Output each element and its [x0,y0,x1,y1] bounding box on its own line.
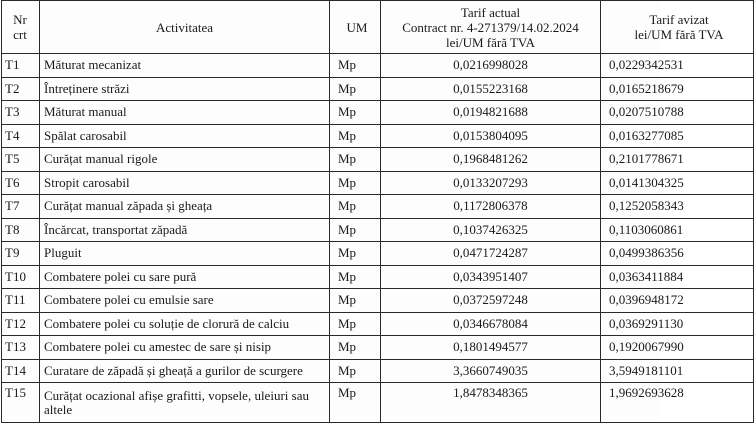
cell-um: Mp [330,336,381,360]
header-nr-line1: Nr [13,12,27,27]
cell-tarif-actual: 0,1968481262 [381,148,601,172]
cell-nr: T8 [2,218,40,242]
table-row [2,336,754,360]
table-body [2,54,754,423]
table-row [2,124,754,148]
cell-activitate: Spălat carosabil [40,124,330,148]
cell-nr: T14 [2,359,40,383]
cell-tarif-avizat: 0,0207510788 [601,101,754,125]
cell-tarif-actual: 0,0153804095 [381,124,601,148]
cell-um: Mp [330,171,381,195]
cell-nr: T3 [2,101,40,125]
cell-um: Mp [330,218,381,242]
cell-nr: T5 [2,148,40,172]
tariff-table [1,0,754,423]
cell-tarif-avizat: 0,0141304325 [601,171,754,195]
header-tarif-avizat-line2: lei/UM fără TVA [634,27,724,42]
cell-um: Mp [330,289,381,313]
cell-nr: T11 [2,289,40,313]
cell-activitate: Curatare de zăpadă și gheață a gurilor de scurgere [40,359,330,383]
cell-tarif-actual: 0,1037426325 [381,218,601,242]
cell-um: Mp [330,265,381,289]
header-tarif-avizat-line1: Tarif avizat [649,12,709,27]
cell-activitate: Curățat manual rigole [40,148,330,172]
cell-activitate: Încărcat, transportat zăpadă [40,218,330,242]
cell-tarif-actual: 0,0216998028 [381,54,601,78]
cell-tarif-actual: 1,8478348365 [381,383,601,423]
header-um: UM [330,1,381,54]
cell-tarif-avizat: 0,1920067990 [601,336,754,360]
cell-tarif-avizat: 0,0163277085 [601,124,754,148]
cell-tarif-actual: 0,0155223168 [381,77,601,101]
cell-tarif-actual: 0,1172806378 [381,195,601,219]
cell-um: Mp [330,54,381,78]
table-row [2,218,754,242]
cell-tarif-avizat: 0,0229342531 [601,54,754,78]
cell-um: Mp [330,148,381,172]
cell-activitate: Stropit carosabil [40,171,330,195]
cell-um: Mp [330,77,381,101]
cell-tarif-avizat: 3,5949181101 [601,359,754,383]
header-nr-line2: crt [13,27,27,42]
cell-nr: T12 [2,312,40,336]
table-row [2,54,754,78]
cell-tarif-avizat: 0,0499386356 [601,242,754,266]
cell-nr: T10 [2,265,40,289]
cell-tarif-avizat: 0,2101778671 [601,148,754,172]
table-row [2,289,754,313]
cell-tarif-actual: 0,0471724287 [381,242,601,266]
cell-activitate: Combatere polei cu emulsie sare [40,289,330,313]
cell-nr: T9 [2,242,40,266]
header-activitatea: Activitatea [40,1,330,54]
cell-um: Mp [330,242,381,266]
header-tarif-actual-line1: Tarif actual [460,4,521,20]
cell-tarif-actual: 0,0343951407 [381,265,601,289]
cell-um: Mp [330,195,381,219]
cell-tarif-actual: 0,0372597248 [381,289,601,313]
table-row [2,148,754,172]
cell-tarif-avizat: 0,1103060861 [601,218,754,242]
header-tarif-actual-line2: Contract nr. 4-271379/14.02.2024 [402,19,579,35]
header-nr-crt [2,1,40,54]
cell-nr: T13 [2,336,40,360]
header-tarif-actual-line3: lei/UM fără TVA [445,34,536,50]
table-row [2,171,754,195]
cell-tarif-avizat: 0,0396948172 [601,289,754,313]
table-row [2,265,754,289]
cell-um: Mp [330,124,381,148]
table-row [2,359,754,383]
cell-nr: T2 [2,77,40,101]
table-row [2,101,754,125]
cell-tarif-avizat: 1,9692693628 [601,383,754,423]
cell-tarif-avizat: 0,0369291130 [601,312,754,336]
cell-tarif-avizat: 0,0165218679 [601,77,754,101]
cell-um: Mp [330,359,381,383]
table-header-row [2,1,754,54]
cell-activitate: Combatere polei cu sare pură [40,265,330,289]
header-tarif-avizat [601,1,754,54]
cell-tarif-avizat: 0,0363411884 [601,265,754,289]
table-row [2,195,754,219]
cell-tarif-actual: 0,0133207293 [381,171,601,195]
cell-nr: T6 [2,171,40,195]
table-row [2,383,754,423]
cell-tarif-avizat: 0,1252058343 [601,195,754,219]
cell-nr: T7 [2,195,40,219]
cell-tarif-actual: 3,3660749035 [381,359,601,383]
cell-tarif-actual: 0,0194821688 [381,101,601,125]
cell-activitate: Combatere polei cu soluție de clorură de calciu [40,312,330,336]
table-row [2,312,754,336]
cell-um: Mp [330,383,381,423]
cell-tarif-actual: 0,0346678084 [381,312,601,336]
cell-nr: T4 [2,124,40,148]
cell-activitate: Măturat manual [40,101,330,125]
cell-activitate: Combatere polei cu amestec de sare și nisip [40,336,330,360]
cell-um: Mp [330,312,381,336]
table-row [2,77,754,101]
cell-activitate: Curățat manual zăpada și gheața [40,195,330,219]
cell-activitate: Curățat ocazional afișe grafitti, vopsele, uleiuri sau altele [40,383,330,423]
cell-nr: T1 [2,54,40,78]
cell-activitate: Măturat mecanizat [40,54,330,78]
cell-activitate: Pluguit [40,242,330,266]
table-row [2,242,754,266]
cell-activitate: Întreținere străzi [40,77,330,101]
cell-nr: T15 [2,383,40,423]
cell-um: Mp [330,101,381,125]
header-tarif-actual [381,1,601,54]
cell-tarif-actual: 0,1801494577 [381,336,601,360]
